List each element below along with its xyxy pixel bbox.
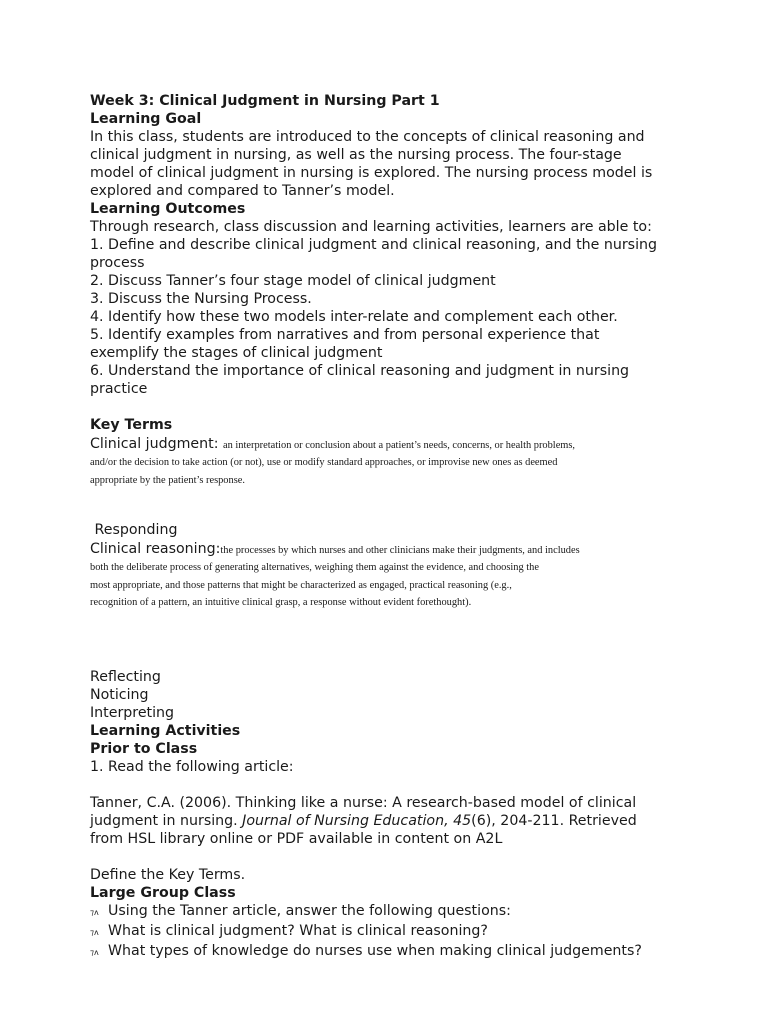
definition-line: most appropriate, and those patterns that might be characterized as engaged, practical reasoning (e.g., [90, 579, 512, 591]
learning-activities-heading: Learning Activities [90, 722, 241, 739]
definition-line: and/or the decision to take action (or not), use or modify standard approaches, or improvise new ones as deemed [90, 457, 558, 468]
key-terms-heading: Key Terms [90, 417, 173, 433]
learning-outcomes-heading: Learning Outcomes [90, 201, 246, 217]
outcome-line: practice [90, 381, 148, 397]
bullet-icon: ⁊ᴧ [90, 927, 99, 937]
stage-reflecting: Reflecting [90, 668, 161, 685]
clinical-reasoning-definition [90, 539, 680, 612]
outcome-line: 5. Identify examples from narratives and from personal experience that [90, 327, 600, 343]
definition-line: both the deliberate process of generating alternatives, weighing them against the evidence, and choosing the [90, 562, 539, 573]
learning-goal-heading: Learning Goal [90, 111, 202, 127]
spacer [90, 612, 680, 668]
outcome-line: 3. Discuss the Nursing Process. [90, 291, 312, 307]
bullet-icon: ⁊ᴧ [90, 947, 99, 957]
definition-line: appropriate by the patient’s response. [90, 474, 245, 486]
document-page [90, 92, 680, 962]
clinical-judgment-definition [90, 434, 680, 489]
citation-text: judgment in nursing. [90, 812, 243, 829]
article-citation [90, 794, 680, 848]
list-item-text: What types of knowledge do nurses use when making clinical judgements? [108, 942, 642, 959]
outcome-line: 2. Discuss Tanner’s four stage model of clinical judgment [90, 273, 496, 289]
outcome-line: 6. Understand the importance of clinical reasoning and judgment in nursing [90, 363, 630, 379]
spacer [90, 489, 680, 521]
paragraph-line: model of clinical judgment in nursing is explored. The nursing process model is [90, 165, 653, 181]
learning-outcomes-list [90, 218, 680, 398]
definition-line: an interpretation or conclusion about a patient’s needs, concerns, or health problems, [223, 440, 576, 451]
list-item [90, 902, 680, 922]
paragraph-line: In this class, students are introduced to the concepts of clinical reasoning and [90, 129, 645, 145]
citation-line: from HSL library online or PDF available in content on A2L [90, 830, 503, 847]
outcome-line: 1. Define and describe clinical judgment and clinical reasoning, and the nursing [90, 237, 658, 253]
prior-to-class-heading: Prior to Class [90, 740, 198, 757]
spacer [90, 848, 680, 866]
citation-text: (6), 204-211. Retrieved [471, 812, 637, 829]
outcome-line: exemplify the stages of clinical judgment [90, 345, 383, 361]
outcome-line: process [90, 255, 145, 271]
stage-noticing: Noticing [90, 686, 149, 703]
journal-title: Journal of Nursing Education, 45 [242, 812, 472, 829]
definition-line: the processes by which nurses and other clinicians make their judgments, and includes [220, 545, 580, 556]
citation-line: Tanner, C.A. (2006). Thinking like a nurse: A research-based model of clinical [90, 794, 637, 811]
questions-list [90, 902, 680, 962]
list-item [90, 942, 680, 962]
citation-line [90, 812, 680, 830]
read-article-item: 1. Read the following article: [90, 758, 294, 775]
stage-interpreting: Interpreting [90, 704, 175, 721]
spacer [90, 776, 680, 794]
stage-responding: Responding [90, 522, 178, 538]
paragraph-line: clinical judgment in nursing, as well as the nursing process. The four-stage [90, 147, 622, 163]
clinical-reasoning-term: Clinical reasoning: [90, 541, 221, 557]
clinical-judgment-term: Clinical judgment: [90, 436, 224, 452]
define-key-terms: Define the Key Terms. [90, 866, 246, 883]
document-title: Week 3: Clinical Judgment in Nursing Part 1 [90, 93, 440, 109]
paragraph-line: explored and compared to Tanner’s model. [90, 183, 395, 199]
outcome-line: Through research, class discussion and learning activities, learners are able to: [90, 219, 652, 235]
outcome-line: 4. Identify how these two models inter-relate and complement each other. [90, 309, 618, 325]
bullet-icon: ⁊ᴧ [90, 907, 99, 917]
list-item-text: What is clinical judgment? What is clinical reasoning? [108, 922, 488, 939]
learning-goal-paragraph [90, 128, 680, 200]
large-group-class-heading: Large Group Class [90, 884, 236, 901]
list-item-text: Using the Tanner article, answer the following questions: [108, 902, 511, 919]
spacer [90, 398, 680, 416]
definition-line: recognition of a pattern, an intuitive clinical grasp, a response without evident forethought). [90, 597, 472, 608]
list-item [90, 922, 680, 942]
